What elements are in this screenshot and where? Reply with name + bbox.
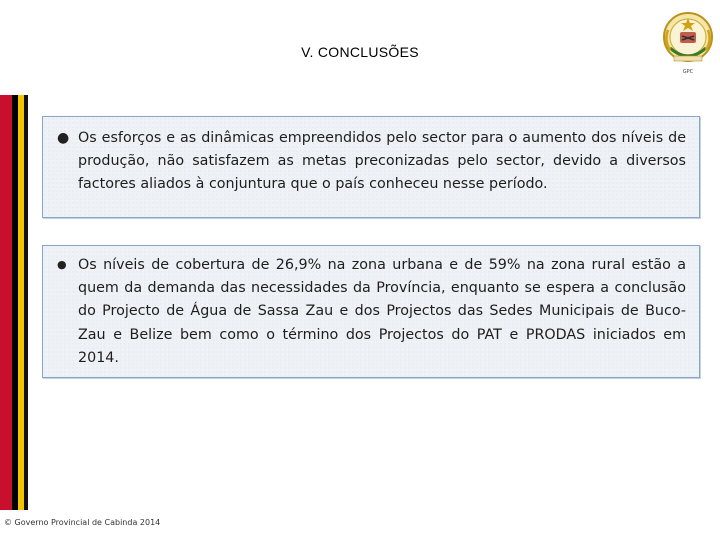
conclusion-box-1 [42,116,700,218]
flag-stripes [0,95,28,510]
bullet-dot-icon: ● [57,130,70,146]
copyright-footer: © Governo Provincial de Cabinda 2014 [4,518,161,527]
angola-coat-of-arms-icon [660,10,716,76]
slide-title: V. CONCLUSÕES [301,44,419,60]
conclusion-box-2 [42,245,700,378]
conclusion-text-2: Os níveis de cobertura de 26,9% na zona urbana e de 59% na zona rural estão a quem da demanda das necessidades da Província, enquanto se espera a conclusão do Projecto de Água de Sassa Zau e dos Projectos das Sedes Municipais de Buco-Zau e Belize bem como o término dos Projectos do PAT e PRODAS iniciados em 2014. [78,257,686,366]
emblem-label: GPC [682,69,694,75]
red-stripe [0,95,12,510]
conclusion-text-1: Os esforços e as dinâmicas empreendidos pelo sector para o aumento dos níveis de produção, não satisfazem as metas preconizadas pelo sector, devido a diversos factores aliados à conjuntura que o país conheceu nesse período. [78,130,686,193]
bullet-dot-icon: ● [57,258,67,271]
black-stripe-inner [24,95,28,510]
